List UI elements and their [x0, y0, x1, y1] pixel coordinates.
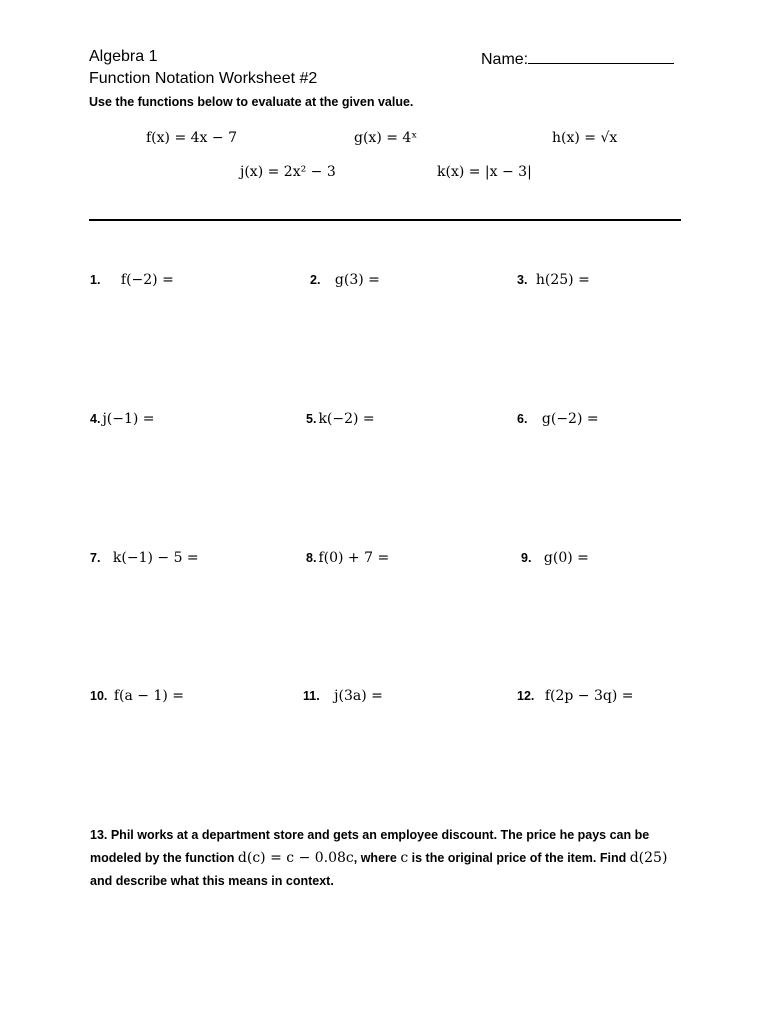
problem-number: 7. — [90, 551, 101, 565]
problem-number: 12. — [517, 689, 535, 703]
problem-number: 1. — [90, 273, 101, 287]
function-g-definition: g(x) = 4ˣ — [354, 130, 418, 146]
function-k-definition: k(x) = |x − 3| — [437, 164, 532, 180]
word-problem-function: d(c) = c − 0.08c — [237, 850, 354, 866]
problem-expression: f(2p − 3q) = — [544, 688, 634, 704]
problem-10 — [90, 687, 184, 705]
problem-expression: h(25) = — [535, 272, 590, 288]
problem-expression: g(3) = — [334, 272, 380, 288]
problem-1 — [90, 271, 174, 289]
problem-number: 5. — [306, 412, 317, 426]
word-problem-text-1: 13. Phil works at a department store and gets an employee discount. The price he pays can be modeled by the function — [90, 828, 650, 865]
problem-2 — [310, 271, 380, 289]
name-blank-line — [528, 48, 674, 64]
word-problem-variable: c — [400, 850, 409, 866]
word-problem-text-2: , where — [353, 851, 401, 865]
word-problem-evaluation: d(25) — [629, 850, 668, 866]
problem-number: 3. — [517, 273, 528, 287]
problem-expression: f(a − 1) = — [113, 688, 185, 704]
problem-number: 2. — [310, 273, 321, 287]
word-problem-text-4: and describe what this means in context. — [90, 874, 334, 888]
name-field — [481, 48, 674, 69]
problem-5 — [306, 410, 375, 428]
problem-11 — [303, 687, 383, 705]
word-problem-text-3: is the original price of the item. Find — [408, 851, 630, 865]
problem-expression: k(−1) − 5 = — [112, 550, 199, 566]
problem-expression: g(−2) = — [541, 411, 599, 427]
problem-expression: j(3a) = — [334, 688, 383, 704]
problem-number: 8. — [306, 551, 317, 565]
problem-3 — [517, 271, 590, 289]
function-j-definition: j(x) = 2x² − 3 — [240, 164, 336, 180]
function-h-definition: h(x) = √x — [552, 130, 618, 146]
name-label: Name: — [481, 51, 529, 68]
problem-12 — [517, 687, 634, 705]
problem-8 — [306, 549, 389, 567]
word-problem-13 — [90, 824, 690, 893]
problem-number: 9. — [521, 551, 532, 565]
problem-7 — [90, 549, 199, 567]
problem-expression: f(0) + 7 = — [318, 550, 390, 566]
problem-4 — [90, 410, 155, 428]
problem-number: 6. — [517, 412, 528, 426]
problem-expression: j(−1) = — [102, 411, 155, 427]
worksheet-title: Function Notation Worksheet #2 — [89, 70, 318, 87]
function-f-definition: f(x) = 4x − 7 — [146, 130, 237, 146]
problem-9 — [521, 549, 589, 567]
instructions-text: Use the functions below to evaluate at the given value. — [89, 95, 414, 109]
problem-expression: f(−2) = — [120, 272, 174, 288]
problem-6 — [517, 410, 599, 428]
course-title: Algebra 1 — [89, 48, 158, 65]
section-divider — [89, 219, 681, 221]
problem-number: 4. — [90, 412, 101, 426]
problem-expression: k(−2) = — [318, 411, 375, 427]
problem-number: 10. — [90, 689, 108, 703]
problem-expression: g(0) = — [543, 550, 589, 566]
problem-number: 11. — [303, 689, 320, 703]
